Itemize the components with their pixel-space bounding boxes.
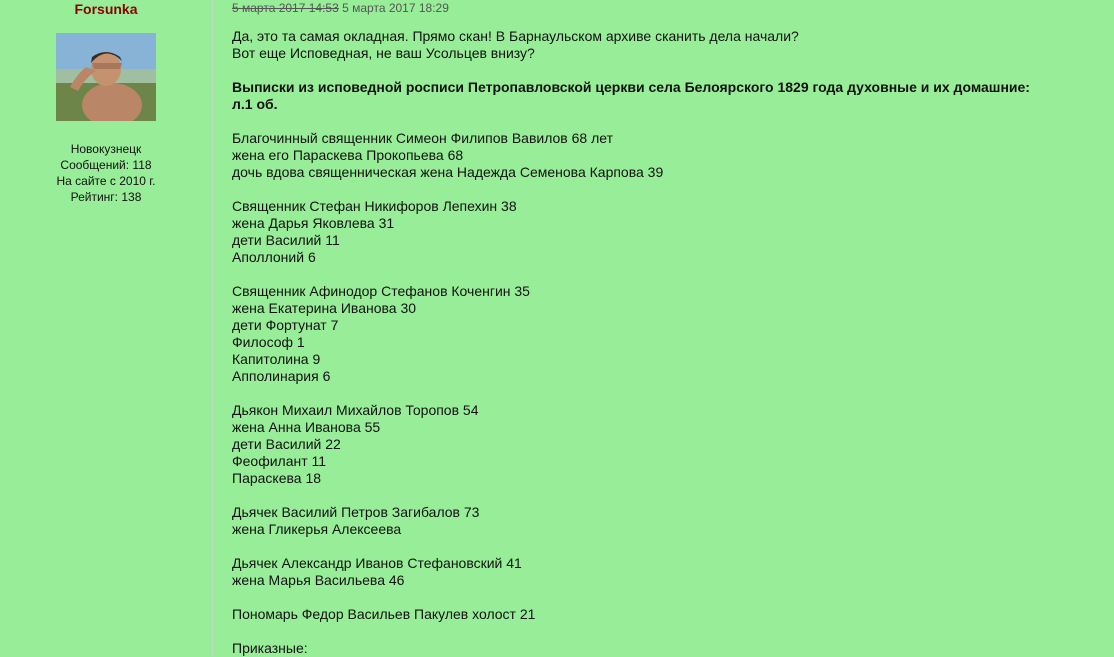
record-line: Феофилант 11 xyxy=(232,453,327,469)
author-since: На сайте с 2010 г. xyxy=(56,174,156,188)
record-line: Апполинария 6 xyxy=(232,368,331,384)
record-line: Капитолина 9 xyxy=(232,351,321,367)
author-rating: Рейтинг: 138 xyxy=(70,190,142,204)
record-line: Священник Стефан Никифоров Лепехин 38 xyxy=(232,198,517,214)
record-group xyxy=(232,130,1102,181)
avatar[interactable] xyxy=(56,33,156,121)
post-content xyxy=(232,0,1102,657)
record-line: Параскева 18 xyxy=(232,470,322,486)
post-dates xyxy=(232,0,1102,16)
record-line: Дьячек Василий Петров Загибалов 73 xyxy=(232,504,480,520)
record-line: жена Анна Иванова 55 xyxy=(232,419,381,435)
record-line: дочь вдова священническая жена Надежда Семенова Карпова 39 xyxy=(232,164,664,180)
author-messages: Сообщений: 118 xyxy=(60,158,152,172)
post-text-line: Да, это та самая окладная. Прямо скан! В Барнаульском архиве сканить дела начали? xyxy=(232,28,799,44)
record-group xyxy=(232,402,1102,487)
record-line: Дьячек Александр Иванов Стефановский 41 xyxy=(232,555,522,571)
avatar-photo xyxy=(56,33,156,121)
post-text-line: Вот еще Исповедная, не ваш Усольцев внизу? xyxy=(232,45,535,61)
record-line: Благочинный священник Симеон Филипов Вавилов 68 лет xyxy=(232,130,614,146)
record-line: Аполлоний 6 xyxy=(232,249,316,265)
record-line: жена Дарья Яковлева 31 xyxy=(232,215,395,231)
record-group xyxy=(232,504,1102,538)
record-line: Пономарь Федор Васильев Пакулев холост 21 xyxy=(232,606,536,622)
post-date-edited: 5 марта 2017 18:29 xyxy=(342,1,449,15)
record-line: дети Фортунат 7 xyxy=(232,317,339,333)
record-line: жена его Параскева Прокопьева 68 xyxy=(232,147,464,163)
post-heading-sheet: л.1 об. xyxy=(232,96,278,112)
post-body xyxy=(232,28,1102,657)
column-divider xyxy=(212,0,213,656)
record-line: жена Гликерья Алексеева xyxy=(232,521,402,537)
record-line: Философ 1 xyxy=(232,334,305,350)
post-date-original: 5 марта 2017 14:53 xyxy=(232,1,339,15)
record-line: жена Екатерина Иванова 30 xyxy=(232,300,417,316)
author-city: Новокузнецк xyxy=(70,142,142,156)
author-name-link[interactable]: Forsunka xyxy=(74,1,138,17)
record-line: Священник Афинодор Стефанов Коченгин 35 xyxy=(232,283,530,299)
record-group xyxy=(232,283,1102,385)
author-info xyxy=(0,141,212,205)
record-line: Дьякон Михаил Михайлов Торопов 54 xyxy=(232,402,479,418)
record-line: дети Василий 11 xyxy=(232,232,340,248)
record-line: Приказные: xyxy=(232,640,308,656)
record-group xyxy=(232,606,1102,623)
author-sidebar xyxy=(0,0,212,656)
post-heading: Выписки из исповедной росписи Петропавловской церкви села Белоярского 1829 года духовные и их домашние: xyxy=(232,79,1030,95)
record-line: жена Марья Васильева 46 xyxy=(232,572,405,588)
record-group xyxy=(232,555,1102,589)
record-group xyxy=(232,198,1102,266)
record-line: дети Василий 22 xyxy=(232,436,341,452)
record-group xyxy=(232,640,1102,657)
